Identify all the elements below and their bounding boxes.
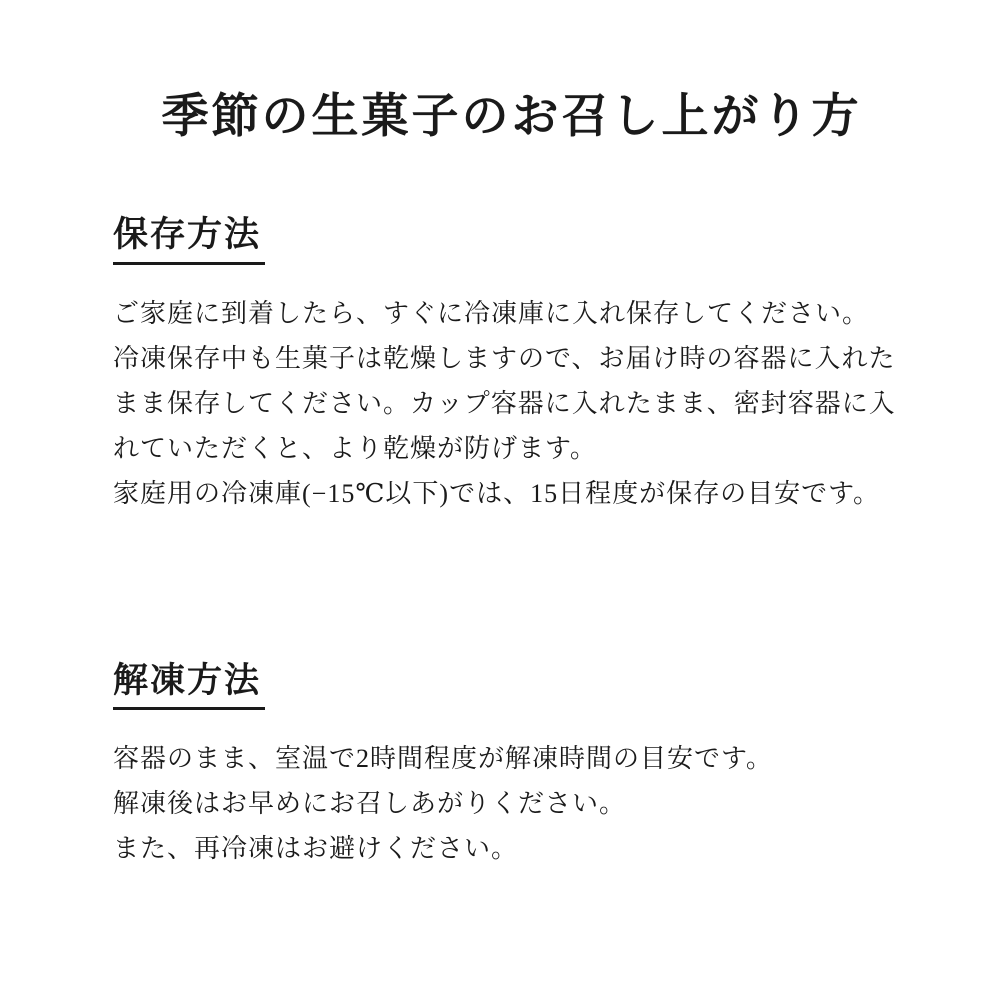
body-text-line: ご家庭に到着したら、すぐに冷凍庫に入れ保存してください。 (113, 298, 870, 328)
body-text-line: れていただくと、より乾燥が防げます。 (113, 433, 597, 463)
section-storage (113, 216, 910, 516)
body-text-line: 容器のまま、室温で2時間程度が解凍時間の目安です。 (113, 744, 773, 774)
section-thawing (113, 662, 910, 872)
section-storage-heading-wrap (113, 216, 910, 265)
body-text-line: また、再冷凍はお避けください。 (113, 834, 519, 864)
section-thawing-body (113, 736, 910, 871)
section-storage-body (113, 291, 910, 516)
section-storage-heading: 保存方法 (113, 216, 265, 265)
body-text-line: まま保存してください。カップ容器に入れたまま、密封容器に入 (113, 388, 896, 418)
page-title: 季節の生菓子のお召し上がり方 (161, 91, 862, 143)
body-text-line: 家庭用の冷凍庫(−15℃以下)では、15日程度が保存の目安です。 (113, 478, 880, 508)
body-text-line: 冷凍保存中も生菓子は乾燥しますので、お届け時の容器に入れた (113, 343, 896, 373)
section-thawing-heading: 解凍方法 (113, 662, 265, 711)
body-text-line: 解凍後はお早めにお召しあがりください。 (113, 789, 627, 819)
section-thawing-heading-wrap (113, 662, 910, 711)
